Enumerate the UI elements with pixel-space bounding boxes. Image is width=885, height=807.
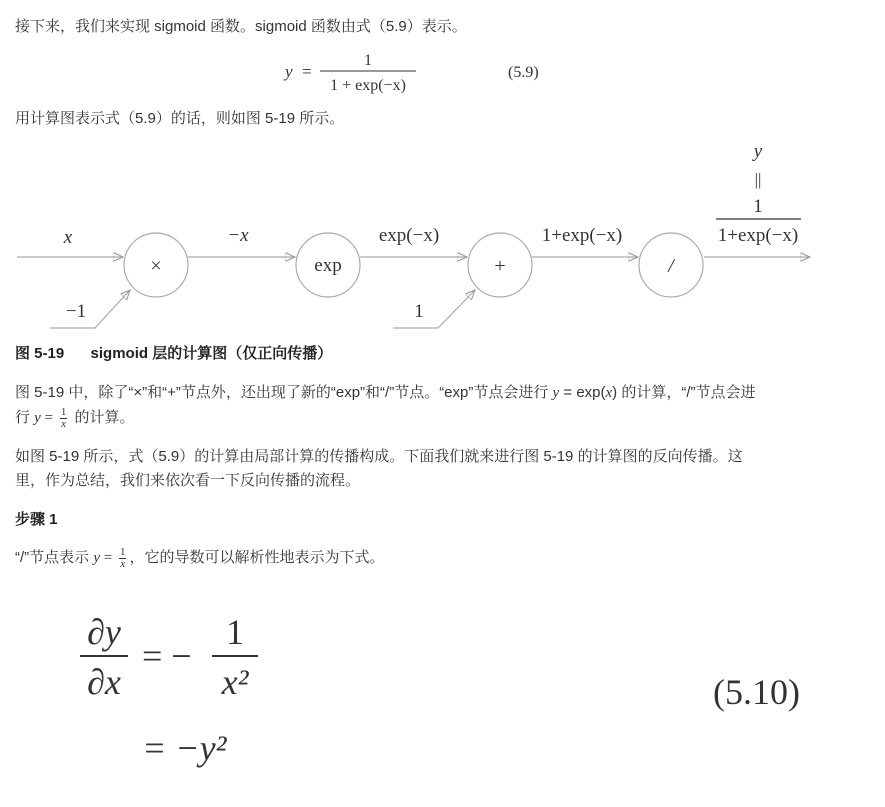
graph-intro-text: 用计算图表示式（5.9）的话，则如图 5-19 所示。	[15, 110, 345, 127]
nodes-paragraph-line2	[15, 405, 134, 431]
derivative-inline-den: x	[120, 557, 126, 570]
node-divide-label: /	[668, 255, 674, 277]
nodes-var-x: x	[605, 385, 613, 401]
derivative-inline-fraction	[119, 547, 127, 570]
derivative-inline-eq: =	[100, 550, 116, 566]
eq59-tag: (5.9)	[508, 64, 539, 81]
nodes-inline-num: 1	[60, 405, 67, 418]
figure-caption	[15, 341, 332, 367]
nodes-inline-den: x	[61, 417, 66, 430]
nodes-text-1c: ) 的计算，“/”节点会进	[612, 384, 756, 401]
eq510-denominator: x²	[221, 662, 249, 702]
node-plus-label: +	[494, 255, 506, 277]
nodes-inline-y: y	[34, 410, 41, 426]
derivative-text-a: “/”节点表示	[15, 549, 94, 566]
equation-5-9	[270, 44, 570, 100]
edge-minus-one-to-mul	[50, 290, 130, 328]
nodes-text-1a: 图 5-19 中，除了“×”和“+”节点外，还出现了新的“exp”和“/”节点。“exp”节点会进行	[15, 384, 553, 401]
eq59-numerator: 1	[364, 52, 372, 69]
eq510-equals-minus: = −	[142, 636, 192, 676]
caption-text: sigmoid 层的计算图（仅正向传播）	[90, 345, 333, 362]
eq510-second-line: = −y²	[142, 728, 227, 768]
output-y: y	[753, 141, 763, 162]
label-plus-out: 1+exp(−x)	[541, 225, 623, 246]
derivative-inline-num: 1	[119, 545, 126, 558]
summary-text-1: 如图 5-19 所示，式（5.9）的计算由局部计算的传播构成。下面我们就来进行图 5-19 的计算图的反向传播。这	[15, 448, 743, 465]
label-minus-one: −1	[65, 301, 87, 322]
output-numerator: 1	[753, 196, 763, 217]
nodes-text-1b: = exp(	[559, 384, 606, 401]
eq59-denominator: 1 + exp(−x)	[330, 77, 406, 94]
eq510-numerator: 1	[226, 612, 244, 652]
nodes-inline-fraction	[60, 407, 68, 430]
nodes-inline-eq: =	[40, 410, 57, 426]
intro-paragraph	[15, 14, 467, 40]
nodes-var-y: y	[552, 385, 560, 401]
node-multiply-label: ×	[150, 255, 162, 277]
summary-text-2: 里，作为总结，我们来依次看一下反向传播的流程。	[15, 472, 361, 489]
eq59-equals: =	[302, 62, 312, 81]
output-equals-vertical: ||	[754, 170, 762, 189]
step-title: 步骤 1	[15, 511, 58, 528]
node-exp-label: exp	[314, 255, 342, 276]
label-exp-out: exp(−x)	[378, 225, 440, 246]
eq510-tag: (5.10)	[713, 672, 800, 712]
summary-paragraph-line1	[15, 444, 743, 470]
computational-graph	[0, 135, 885, 335]
derivative-text-b: ，它的导数可以解析性地表示为下式。	[129, 549, 385, 566]
step-heading	[15, 507, 58, 533]
derivative-inline-y: y	[93, 550, 100, 566]
derivative-paragraph	[15, 545, 384, 571]
label-one: 1	[414, 301, 424, 322]
intro-text: 接下来，我们来实现 sigmoid 函数。sigmoid 函数由式（5.9）表示。	[15, 18, 467, 35]
caption-label: 图 5-19	[15, 345, 65, 362]
equation-5-10	[0, 600, 885, 800]
nodes-text-2a: 行	[15, 409, 35, 426]
label-x: x	[63, 227, 73, 248]
nodes-text-2b: 的计算。	[70, 409, 135, 426]
edge-one-to-plus	[393, 290, 475, 328]
graph-intro-paragraph	[15, 106, 344, 132]
eq510-dx: ∂x	[87, 662, 121, 702]
label-neg-x: −x	[227, 225, 249, 246]
eq59-lhs: y	[285, 62, 293, 81]
output-denominator: 1+exp(−x)	[717, 225, 799, 246]
summary-paragraph-line2	[15, 468, 360, 494]
eq510-dy: ∂y	[87, 612, 121, 652]
nodes-paragraph-line1	[15, 380, 756, 406]
